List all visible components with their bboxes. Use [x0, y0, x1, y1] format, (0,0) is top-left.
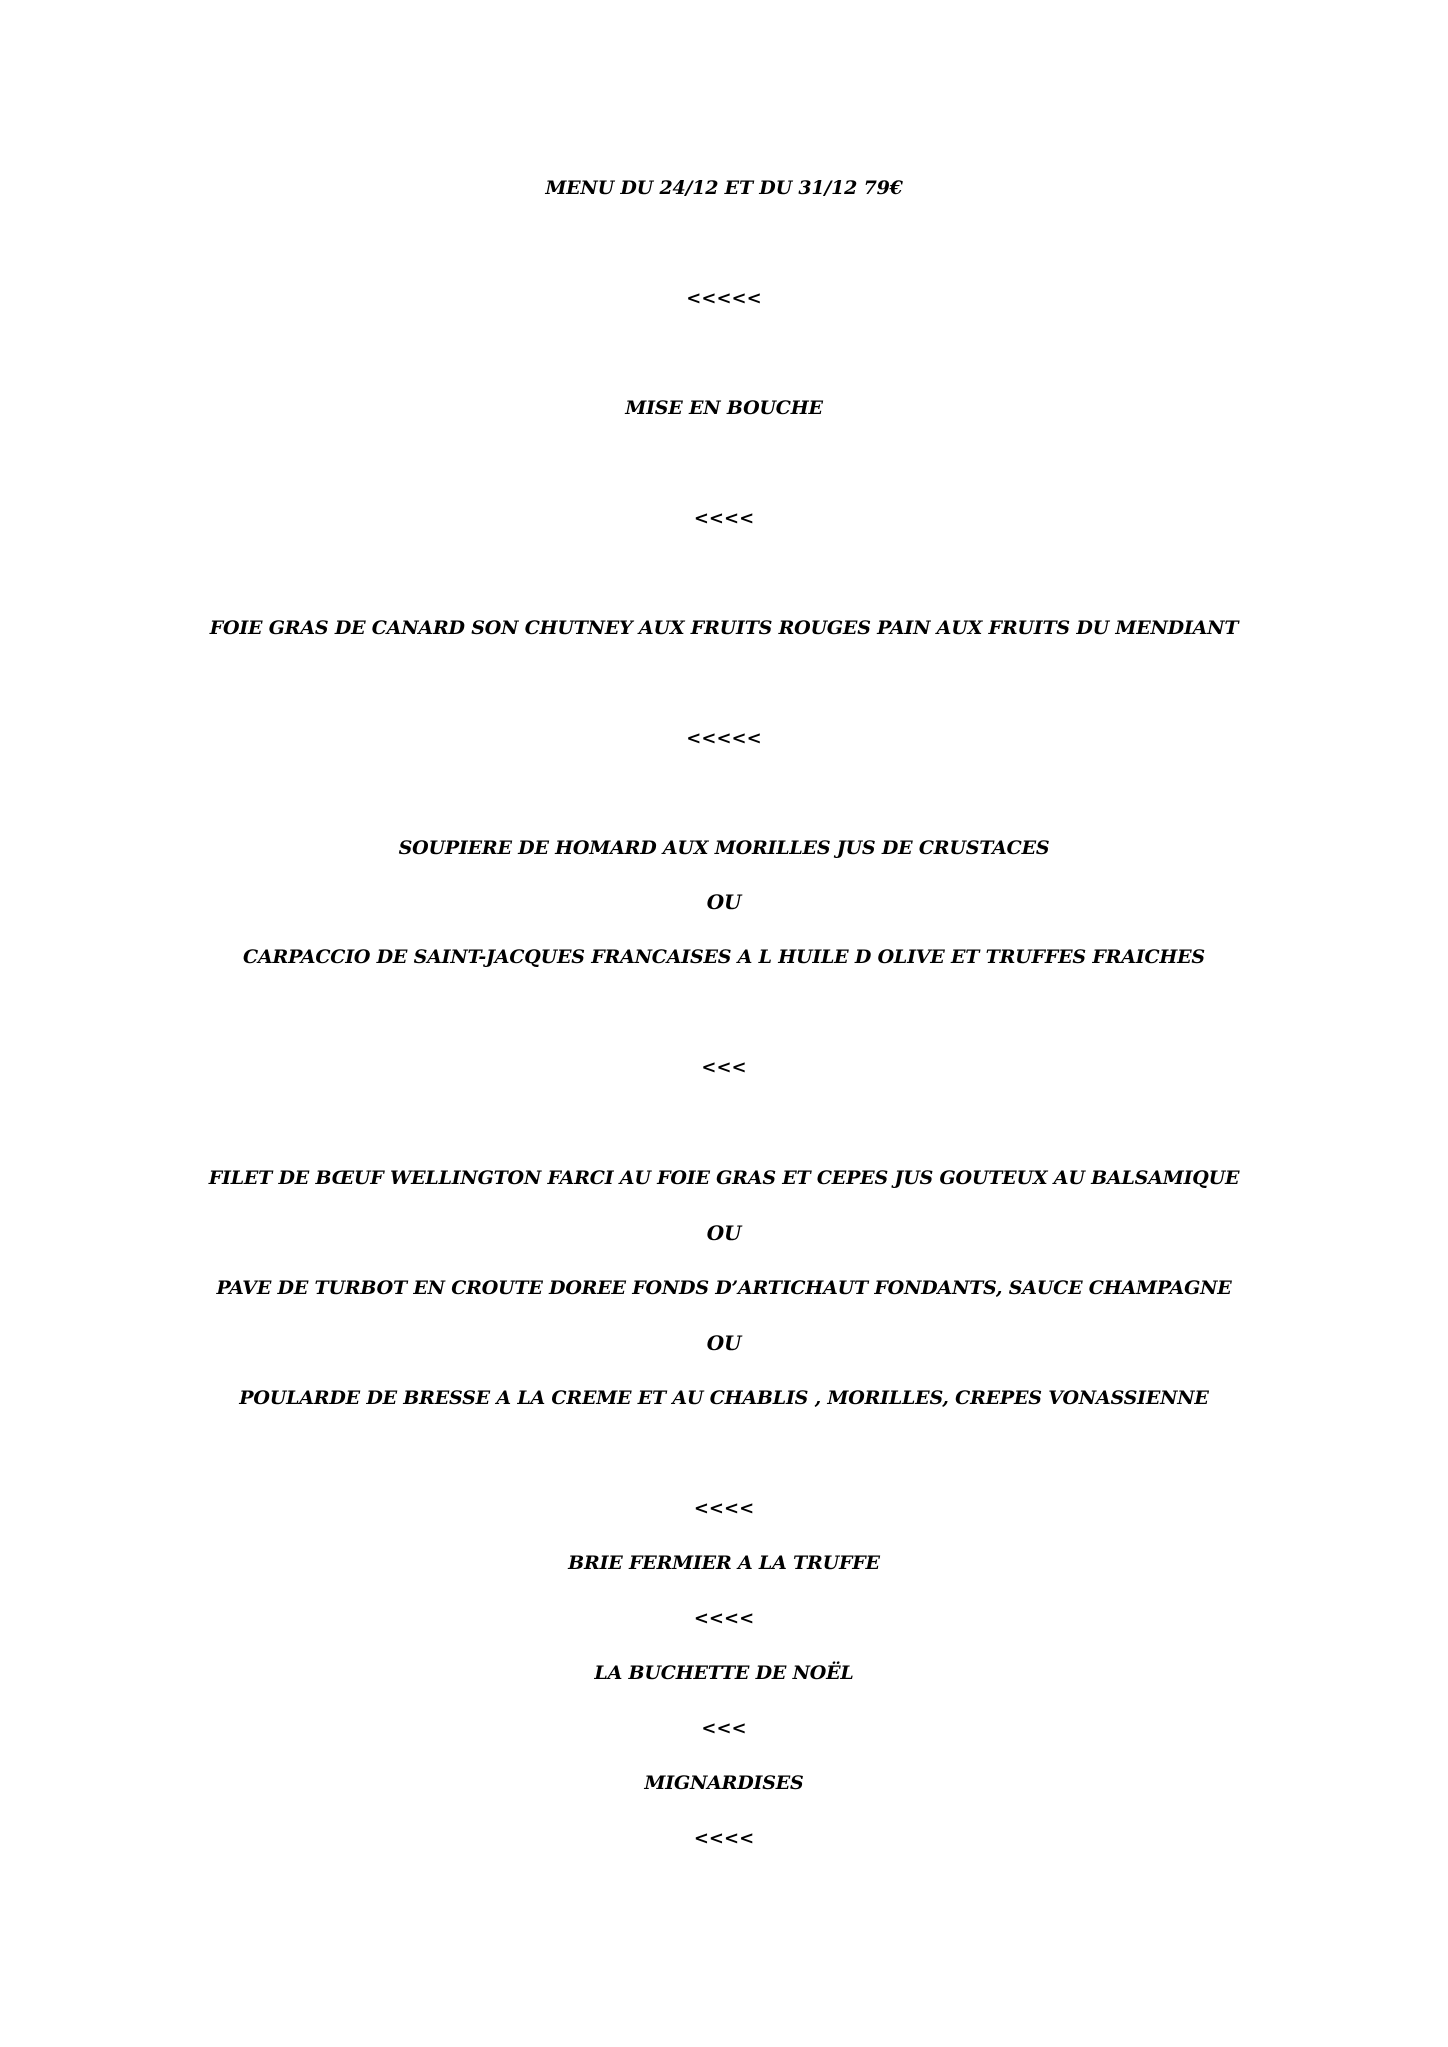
menu-title: MENU DU 24/12 ET DU 31/12 79€ [545, 177, 903, 199]
course-cheese: BRIE FERMIER A LA TRUFFE [568, 1552, 880, 1574]
separator: <<<< [693, 508, 755, 529]
or-separator: OU [706, 1331, 742, 1355]
or-separator: OU [706, 890, 742, 914]
course-foie-gras: FOIE GRAS DE CANARD SON CHUTNEY AUX FRUITS ROUGES PAIN AUX FRUITS DU MENDIANT [209, 617, 1239, 639]
starter-option-lobster: SOUPIERE DE HOMARD AUX MORILLES JUS DE CRUSTACES [398, 837, 1050, 859]
course-dessert: LA BUCHETTE DE NOËL [594, 1662, 854, 1684]
separator: <<<< [693, 1498, 755, 1519]
course-mignardises: MIGNARDISES [644, 1772, 804, 1794]
separator: <<<< [693, 1828, 755, 1849]
course-amuse-bouche: MISE EN BOUCHE [625, 397, 823, 419]
separator: <<<<< [686, 288, 762, 309]
starter-option-carpaccio: CARPACCIO DE SAINT-JACQUES FRANCAISES A L HUILE D OLIVE ET TRUFFES FRAICHES [243, 946, 1205, 968]
separator: <<<<< [686, 728, 762, 749]
main-option-poularde: POULARDE DE BRESSE A LA CREME ET AU CHABLIS , MORILLES, CREPES VONASSIENNE [239, 1387, 1209, 1409]
separator: <<< [701, 1718, 747, 1739]
main-option-turbot: PAVE DE TURBOT EN CROUTE DOREE FONDS D’ARTICHAUT FONDANTS, SAUCE CHAMPAGNE [216, 1277, 1232, 1299]
or-separator: OU [706, 1221, 742, 1245]
separator: <<<< [693, 1608, 755, 1629]
separator: <<< [701, 1057, 747, 1078]
main-option-beef-wellington: FILET DE BŒUF WELLINGTON FARCI AU FOIE GRAS ET CEPES JUS GOUTEUX AU BALSAMIQUE [208, 1167, 1240, 1189]
